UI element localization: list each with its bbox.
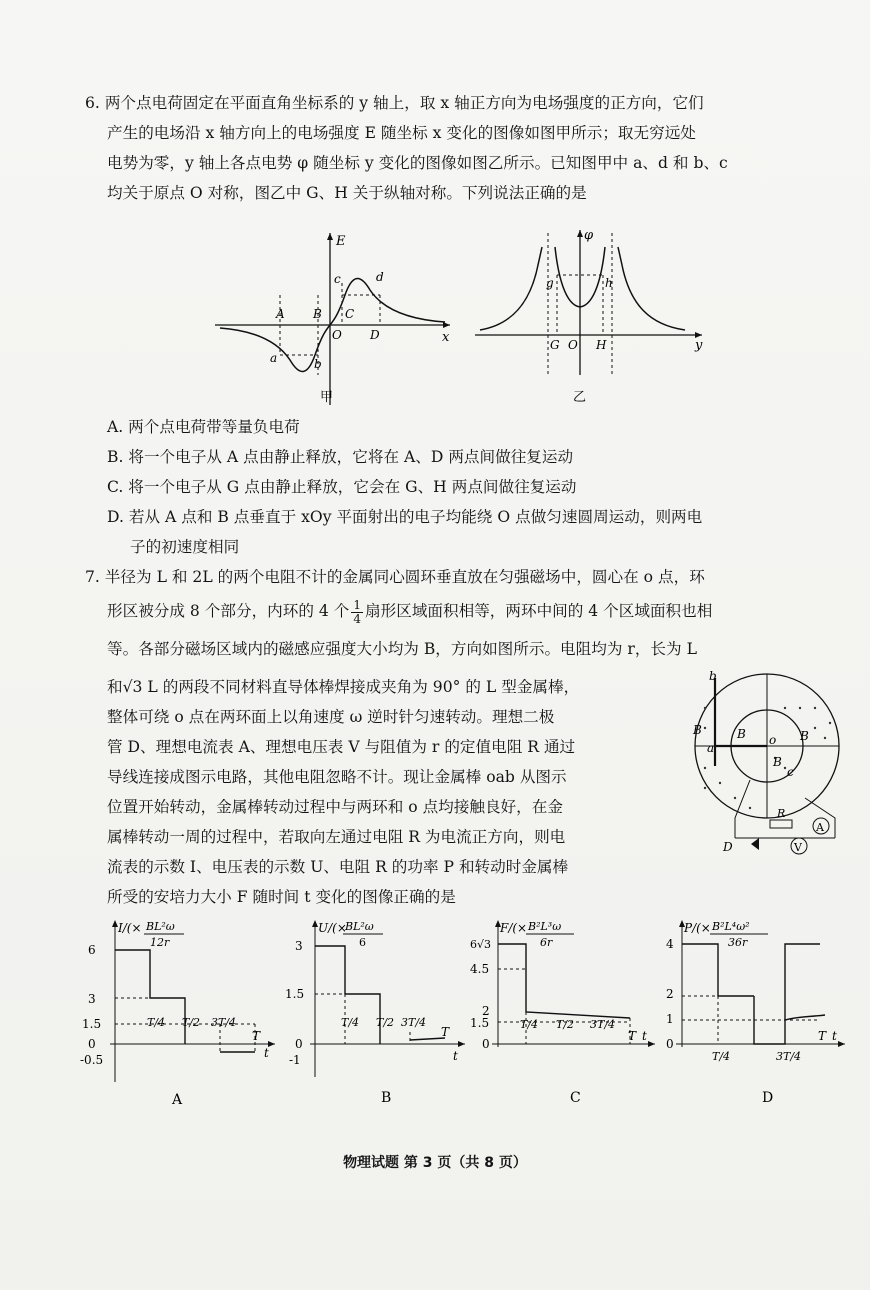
jia-label-c: c — [334, 272, 341, 286]
circuit-label-c: c — [787, 765, 794, 779]
jia-label-C: C — [345, 307, 355, 321]
graph-C-tick-0: 0 — [482, 1037, 490, 1051]
figure-yi — [470, 225, 710, 410]
graph-D-xtick-3: T — [818, 1029, 827, 1043]
graph-D — [660, 912, 850, 1112]
jia-label-b: b — [314, 357, 322, 371]
graph-C-tick-2: 2 — [482, 1004, 490, 1018]
q7-line-2a: 形区被分成 8 个部分，内环的 4 个 — [107, 602, 350, 620]
q7-frac-num: 1 — [353, 597, 362, 612]
q7-line-11: 所受的安培力大小 F 随时间 t 变化的图像正确的是 — [107, 888, 456, 906]
q7-line-10: 流表的示数 I、电压表的示数 U、电阻 R 的功率 P 和转动时金属棒 — [107, 858, 569, 876]
voltmeter-symbol: V — [794, 841, 802, 854]
yi-label-G: G — [550, 338, 560, 352]
q6-option-A: A. 两个点电荷带等量负电荷 — [107, 418, 300, 436]
q7-line-4: 和√3 L 的两段不同材料直导体棒焊接成夹角为 90° 的 L 型金属棒， — [107, 678, 580, 696]
graph-C-factor-den: 6r — [540, 936, 553, 949]
graph-C-tick-1.5: 1.5 — [470, 1016, 490, 1030]
circuit-figure — [675, 668, 860, 863]
graph-D-tick-1: 1 — [666, 1012, 674, 1026]
graph-A-xtick-4: T — [252, 1029, 261, 1043]
graph-C-xtick-2: T/2 — [556, 1018, 575, 1031]
graph-B-xtick-3: 3T/4 — [401, 1016, 427, 1029]
yi-axis-y: φ — [584, 228, 594, 243]
q7-line-6: 管 D、理想电流表 A、理想电压表 V 与阻值为 r 的定值电阻 R 通过 — [107, 738, 576, 756]
circuit-label-R: R — [777, 807, 786, 820]
q6-option-D: D. 若从 A 点和 B 点垂直于 xOy 平面射出的电子均能绕 O 点做匀速圆周运动，则两电 — [107, 508, 703, 526]
graph-C-xtick-4: T — [628, 1029, 637, 1043]
graph-D-xtick-1: T/4 — [712, 1050, 731, 1063]
graph-C-xtick-3: 3T/4 — [590, 1018, 616, 1031]
graph-C-tick-6r3: 6√3 — [470, 938, 492, 951]
jia-label-a: a — [270, 351, 278, 365]
circuit-label-B2: B — [737, 727, 746, 741]
yi-label-g: g — [546, 276, 554, 290]
graph-A-factor-num: BL²ω — [146, 920, 175, 933]
q7-line-8: 位置开始转动，金属棒转动过程中与两环和 o 点均接触良好，在金 — [107, 798, 563, 816]
graph-C — [470, 912, 660, 1112]
jia-label-B: B — [313, 307, 322, 321]
q7-body — [107, 672, 579, 912]
circuit-label-B1: B — [693, 723, 702, 737]
jia-label-A: A — [276, 307, 285, 321]
q7-line-2 — [107, 596, 712, 626]
jia-caption: 甲 — [320, 390, 334, 405]
graph-B-tick-3: 3 — [295, 939, 303, 953]
graph-D-letter: D — [762, 1090, 774, 1106]
graph-D-factor-den: 36r — [728, 936, 748, 949]
jia-axis-y: E — [336, 234, 346, 249]
graph-A-factor-den: 12r — [150, 936, 170, 949]
q6-line-1: 6. 两个点电荷固定在平面直角坐标系的 y 轴上，取 x 轴正方向为电场强度的正方向，它们 — [85, 94, 704, 112]
graph-C-t: t — [642, 1029, 647, 1043]
graph-C-factor-num: B²L³ω — [528, 920, 562, 933]
circuit-label-B4: B — [773, 755, 782, 769]
circuit-label-o: o — [769, 733, 777, 747]
graph-B-tick--1: -1 — [289, 1053, 301, 1067]
graph-A-xtick-2: T/2 — [182, 1016, 201, 1029]
graph-A-tick-3: 3 — [88, 992, 96, 1006]
jia-label-D: D — [370, 328, 380, 342]
graph-A-tick--0.5: -0.5 — [80, 1053, 104, 1067]
q7-fraction — [351, 599, 363, 626]
graph-D-factor-num: B²L⁴ω² — [712, 920, 750, 933]
q7-line-3: 等。各部分磁场区域内的磁感应强度大小均为 B，方向如图所示。电阻均为 r，长为 L — [107, 640, 697, 658]
graph-D-tick-2: 2 — [666, 987, 674, 1001]
yi-label-O: O — [568, 338, 578, 352]
page-footer: 物理试题 第 3 页（共 8 页） — [343, 1155, 527, 1171]
graph-B-tick-0: 0 — [295, 1037, 303, 1051]
yi-axis-x: y — [695, 338, 703, 353]
graph-B — [285, 912, 470, 1112]
graph-C-tick-4.5: 4.5 — [470, 962, 490, 976]
q7-frac-den: 4 — [353, 611, 362, 626]
circuit-label-B3: B — [800, 729, 809, 743]
graph-B-t: t — [453, 1049, 458, 1063]
graph-A-tick-0: 0 — [88, 1037, 96, 1051]
graph-C-ylabel: F/(× — [500, 921, 528, 935]
q7-line-9: 属棒转动一周的过程中，若取向左通过电阻 R 为电流正方向，则电 — [107, 828, 566, 846]
graph-B-ylabel: U/(× — [318, 921, 347, 935]
graph-C-xtick-1: T/4 — [520, 1018, 539, 1031]
ammeter-symbol: A — [816, 821, 824, 834]
yi-label-h: h — [605, 276, 613, 290]
circuit-label-b: b — [709, 669, 717, 683]
q6-option-D-cont: 子的初速度相同 — [130, 538, 240, 556]
jia-axis-x: x — [442, 330, 450, 345]
graph-A — [80, 912, 280, 1112]
circuit-label-a: a — [707, 741, 715, 755]
graph-D-tick-0: 0 — [666, 1037, 674, 1051]
graph-D-xtick-2: 3T/4 — [776, 1050, 802, 1063]
q6-option-B: B. 将一个电子从 A 点由静止释放，它将在 A、D 两点间做往复运动 — [107, 448, 574, 466]
q6-line-3: 电势为零，y 轴上各点电势 φ 随坐标 y 变化的图像如图乙所示。已知图甲中 a、d 和 b、c — [107, 154, 728, 172]
graph-D-ylabel: P/(× — [684, 921, 711, 935]
graph-B-xtick-4: T — [441, 1025, 450, 1039]
q7-line-1: 7. 半径为 L 和 2L 的两个电阻不计的金属同心圆环垂直放在匀强磁场中，圆心在 o 点，环 — [85, 568, 705, 586]
graph-A-xtick-3: 3T/4 — [211, 1016, 237, 1029]
graph-D-t: t — [832, 1029, 837, 1043]
graph-A-tick-1.5: 1.5 — [82, 1017, 102, 1031]
graph-B-xtick-1: T/4 — [341, 1016, 360, 1029]
graph-A-xtick-1: T/4 — [147, 1016, 166, 1029]
circuit-label-D: D — [723, 840, 733, 854]
q7-line-5: 整体可绕 o 点在两环面上以角速度 ω 逆时针匀速转动。理想二极 — [107, 708, 555, 726]
q6-line-4: 均关于原点 O 对称，图乙中 G、H 关于纵轴对称。下列说法正确的是 — [107, 184, 587, 202]
q7-line-7: 导线连接成图示电路，其他电阻忽略不计。现让金属棒 oab 从图示 — [107, 768, 567, 786]
graph-D-tick-4: 4 — [666, 937, 674, 951]
yi-caption: 乙 — [573, 390, 587, 405]
graph-A-ylabel: I/(× — [118, 921, 142, 935]
q7-line-2b: 扇形区域面积相等，两环中间的 4 个区域面积也相 — [365, 602, 713, 620]
graph-A-t: t — [264, 1046, 269, 1060]
figure-jia — [210, 225, 460, 410]
graph-B-letter: B — [381, 1090, 392, 1106]
graph-A-tick-6: 6 — [88, 943, 96, 957]
jia-label-d: d — [376, 270, 384, 284]
graph-B-tick-1.5: 1.5 — [285, 987, 305, 1001]
q6-line-2: 产生的电场沿 x 轴方向上的电场强度 E 随坐标 x 变化的图像如图甲所示；取无穷远处 — [107, 124, 696, 142]
yi-label-H: H — [596, 338, 607, 352]
question-6 — [85, 88, 728, 208]
jia-label-O: O — [332, 328, 342, 342]
graph-A-letter: A — [172, 1092, 183, 1108]
graph-C-letter: C — [570, 1090, 581, 1106]
graph-B-factor-den: 6 — [359, 936, 366, 949]
graph-B-xtick-2: T/2 — [376, 1016, 395, 1029]
graph-B-factor-num: BL²ω — [345, 920, 374, 933]
q6-option-C: C. 将一个电子从 G 点由静止释放，它会在 G、H 两点间做往复运动 — [107, 478, 577, 496]
